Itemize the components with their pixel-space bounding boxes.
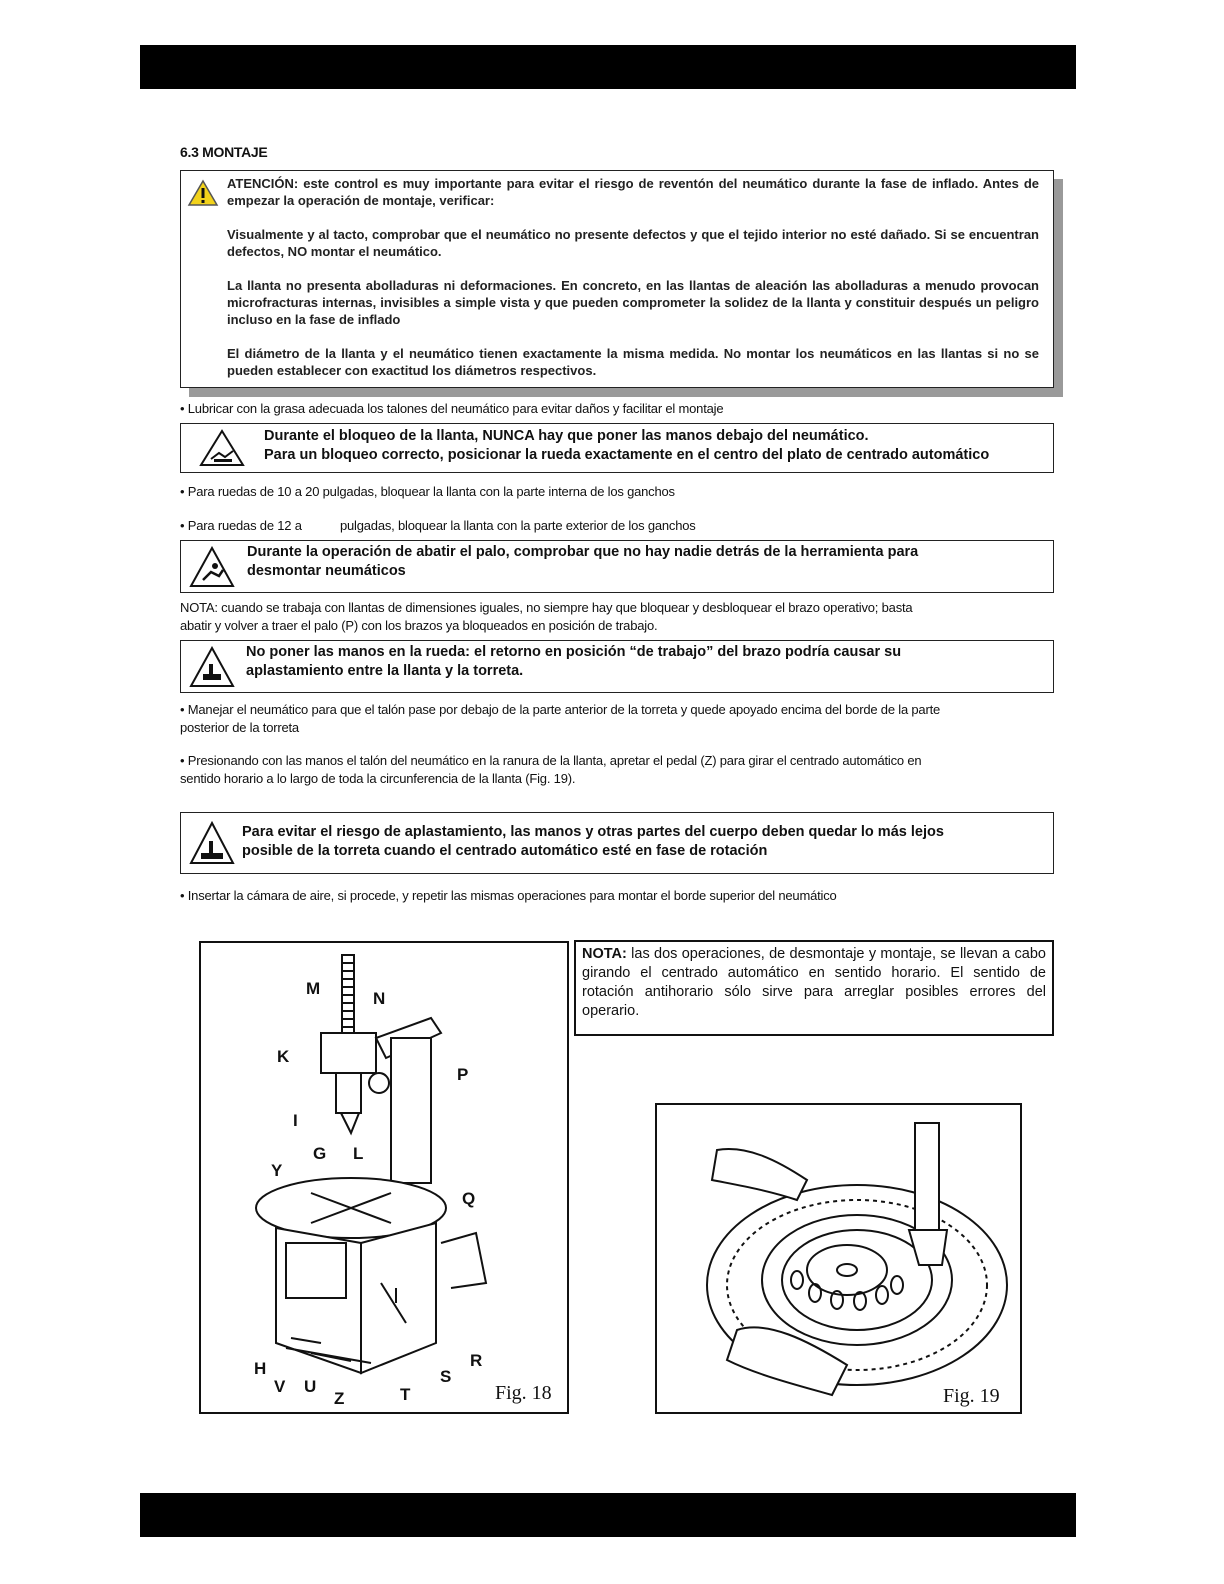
attention-paragraph: La llanta no presenta abolladuras ni deformaciones. En concreto, en las llantas de aleación las abolladuras a menudo provocan microfracturas internas, invisibles a simple vista y que pueden comprometer la solidez de la llanta y constituir después un peligro incluso en la fase de inflado xyxy=(227,278,1039,327)
warning-line: aplastamiento entre la llanta y la torreta. xyxy=(246,662,524,679)
label-P: P xyxy=(457,1065,469,1084)
note-label: NOTA: xyxy=(582,946,627,962)
warning-line: Durante la operación de abatir el palo, comprobar que no hay nadie detrás de la herramienta para xyxy=(247,544,919,560)
bullet-wheels-12: • Para ruedas de 12 a xyxy=(180,518,302,533)
warning-box-hands-wheel xyxy=(180,640,1054,693)
bullet-lubricate: • Lubricar con la grasa adecuada los talones del neumático para evitar daños y facilitar el montaje xyxy=(180,401,724,416)
figure-18 xyxy=(199,941,569,1414)
warning-line: Durante el bloqueo de la llanta, NUNCA hay que poner las manos debajo del neumático. xyxy=(264,428,869,444)
attention-paragraph: Visualmente y al tacto, comprobar que el neumático no presente defectos y que el tejido interior no esté dañado. Si se encuentran defectos, NO montar el neumático. xyxy=(227,227,1039,259)
label-S: S xyxy=(440,1367,452,1386)
label-R: R xyxy=(470,1351,483,1370)
figure-note-box xyxy=(574,940,1054,1036)
attention-box xyxy=(180,170,1054,388)
warning-box-pole xyxy=(180,540,1054,593)
bullet-wheels-10-20: • Para ruedas de 10 a 20 pulgadas, bloquear la llanta con la parte interna de los ganchos xyxy=(180,484,675,499)
label-T: T xyxy=(400,1385,411,1404)
warning-line: desmontar neumáticos xyxy=(247,562,406,579)
attention-paragraph: El diámetro de la llanta y el neumático tienen exactamente la misma medida. No montar los neumáticos en las llantas si no se pueden establecer con exactitud los diámetros respectivos. xyxy=(227,346,1039,378)
label-Z: Z xyxy=(334,1389,345,1408)
warning-line: Para un bloqueo correcto, posicionar la rueda exactamente en el centro del plato de centrado automático xyxy=(264,446,990,463)
note-text: las dos operaciones, de desmontaje y montaje, se llevan a cabo girando el centrado automático en sentido horario. El sentido de rotación antihorario sólo sirve para arreglar posibles errores del operario. xyxy=(582,946,1046,1019)
label-Q: Q xyxy=(462,1189,476,1208)
bullet-handle: posterior de la torreta xyxy=(180,720,299,735)
hand-crush-hazard-icon xyxy=(199,429,245,467)
footer-bar xyxy=(140,1493,1076,1537)
tire-changer-drawing xyxy=(201,943,567,1412)
tire-mounting-drawing xyxy=(657,1105,1020,1412)
label-V: V xyxy=(274,1377,286,1396)
bullet-press: sentido horario a lo largo de toda la circunferencia de la llanta (Fig. 19). xyxy=(180,771,576,786)
nota-line: NOTA: cuando se trabaja con llantas de dimensiones iguales, no siempre hay que bloquear y desbloquear el brazo operativo; basta xyxy=(180,600,913,615)
bullet-press: • Presionando con las manos el talón del neumático en la ranura de la llanta, apretar el pedal (Z) para girar el centrado automático en xyxy=(180,753,922,768)
attention-paragraph: ATENCIÓN: este control es muy importante para evitar el riesgo de reventón del neumático durante la fase de inflado. Antes de empezar la operación de montaje, verificar: xyxy=(227,176,1039,208)
crush-hazard-icon xyxy=(189,646,235,688)
bullet-handle: • Manejar el neumático para que el talón pase por debajo de la parte anterior de la torreta y quede apoyado encima del borde de la parte xyxy=(180,702,941,717)
figure-caption: Fig. 19 xyxy=(943,1385,1000,1407)
nota-line: abatir y volver a traer el palo (P) con los brazos ya bloqueados en posición de trabajo. xyxy=(180,618,658,633)
label-I: I xyxy=(293,1111,298,1130)
warning-box-rotation xyxy=(180,812,1054,874)
warning-box-wheel-lock xyxy=(180,423,1054,473)
label-U: U xyxy=(304,1377,317,1396)
label-Y: Y xyxy=(271,1161,283,1180)
warning-line: Para evitar el riesgo de aplastamiento, las manos y otras partes del cuerpo deben quedar lo más lejos xyxy=(242,824,944,840)
label-G: G xyxy=(313,1144,327,1163)
person-hazard-icon xyxy=(189,546,235,588)
figure-19 xyxy=(655,1103,1022,1414)
bullet-insert: • Insertar la cámara de aire, si procede, y repetir las mismas operaciones para montar el borde superior del neumático xyxy=(180,888,837,903)
label-M: M xyxy=(306,979,321,998)
label-L: L xyxy=(353,1144,364,1163)
bullet-wheels-12-rest: pulgadas, bloquear la llanta con la parte exterior de los ganchos xyxy=(340,518,696,533)
figure-caption: Fig. 18 xyxy=(495,1382,552,1404)
crush-hazard-icon xyxy=(189,821,235,865)
label-N: N xyxy=(373,989,386,1008)
warning-line: No poner las manos en la rueda: el retorno en posición “de trabajo” del brazo podría causar su xyxy=(246,644,902,660)
warning-line: posible de la torreta cuando el centrado automático esté en fase de rotación xyxy=(242,842,768,859)
header-bar xyxy=(140,45,1076,89)
section-title: 6.3 MONTAJE xyxy=(180,144,268,160)
warning-icon xyxy=(187,179,219,207)
label-K: K xyxy=(277,1047,290,1066)
label-H: H xyxy=(254,1359,267,1378)
